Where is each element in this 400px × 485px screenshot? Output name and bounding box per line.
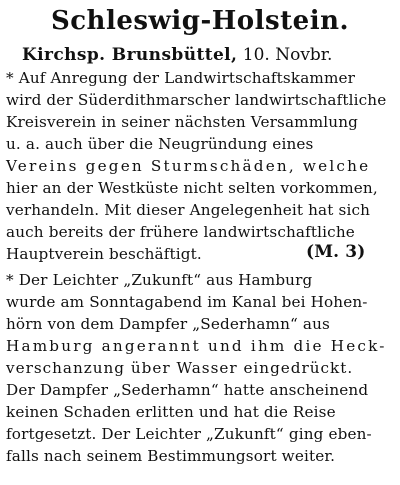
article-line: wurde am Sonntagabend im Kanal bei Hohen- — [6, 293, 368, 311]
section-heading: Schleswig-Holstein. — [50, 6, 350, 36]
article-line: hier an der Westküste nicht selten vorkommen, — [6, 179, 378, 197]
article-line: wird der Süderdithmarscher landwirtschaftliche — [6, 91, 387, 109]
article-line: fortgesetzt. Der Leichter „Zukunft“ ging eben- — [6, 425, 372, 443]
article-line: auch bereits der frühere landwirtschaftliche — [6, 223, 355, 241]
article-line: falls nach seinem Bestimmungsort weiter. — [6, 447, 336, 465]
article-line: Der Dampfer „Sederhamn“ hatte anscheinend — [6, 381, 369, 399]
article-line — [6, 244, 386, 264]
article-line: Vereins gegen Sturmschäden, welche — [6, 157, 371, 175]
article-line: Kreisverein in seiner nächsten Versammlung — [6, 113, 359, 131]
dateline — [22, 44, 332, 66]
article-line-text: Hauptverein beschäftigt. — [6, 245, 202, 263]
article-line: u. a. auch über die Neugründung eines — [6, 135, 314, 153]
article-line: verschanzung über Wasser eingedrückt. — [6, 359, 354, 377]
article-line: Hamburg angerannt und ihm die Heck- — [6, 337, 387, 355]
article-line: hörn von dem Dampfer „Sederhamn“ aus — [6, 315, 330, 333]
article-line: verhandeln. Mit dieser Angelegenheit hat sich — [6, 201, 371, 219]
article-line: keinen Schaden erlitten und hat die Reise — [6, 403, 336, 421]
article-line: * Auf Anregung der Landwirtschaftskammer — [6, 69, 356, 87]
source-tag: (M. 3) — [306, 242, 366, 262]
dateline-date: 10. Novbr. — [242, 45, 333, 65]
dateline-place: Kirchsp. Brunsbüttel, — [22, 45, 238, 65]
article-line: * Der Leichter „Zukunft“ aus Hamburg — [6, 271, 313, 289]
